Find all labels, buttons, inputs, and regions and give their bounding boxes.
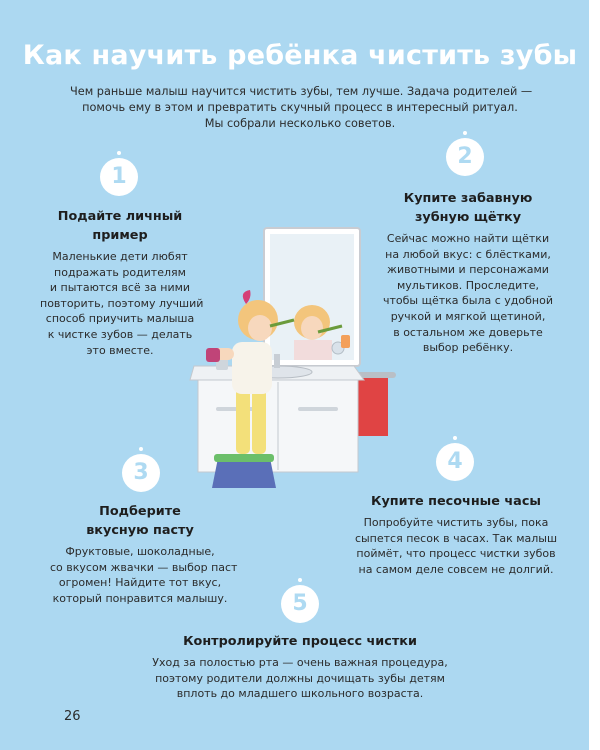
body-line: в остальном же доверьте — [393, 325, 543, 339]
tip-3-number-badge — [122, 454, 160, 492]
body-line: со вкусом жвачки — выбор паст — [50, 560, 238, 574]
tip-1-number-badge — [100, 158, 138, 196]
heading-line: зубную щётку — [414, 210, 522, 225]
heading-line: Купите забавную — [403, 191, 533, 206]
tip-5-number-badge — [281, 585, 319, 623]
body-line: животными и персонажами — [387, 263, 549, 277]
heading-line: пример — [92, 228, 148, 243]
body-line: поймёт, что процесс чистки зубов — [356, 547, 556, 561]
body-line: это вместе. — [86, 343, 154, 357]
intro-line: Чем раньше малыш научится чистить зубы, тем лучше. Задача родителей — — [70, 85, 533, 98]
tip-5-number: 5 — [292, 591, 308, 616]
heading-line: Подберите — [99, 504, 181, 519]
intro-line: Мы собрали несколько советов. — [204, 117, 396, 130]
badge-dot — [139, 447, 143, 451]
heading-line: Контролируйте процесс чистки — [183, 634, 417, 649]
body-line: способ приучить малыша — [45, 312, 195, 326]
body-line: на любой вкус: с блёстками, — [385, 247, 551, 261]
body-line: Фруктовые, шоколадные, — [65, 545, 215, 558]
heading-line: Подайте личный — [57, 209, 183, 224]
page-title: Как научить ребёнка чистить зубы — [22, 40, 578, 71]
tip-4-number-badge — [436, 443, 474, 481]
body-line: и пытаются всё за ними — [49, 281, 191, 295]
tip-3-number: 3 — [133, 460, 149, 485]
body-line: огромен! Найдите тот вкус, — [58, 576, 222, 590]
body-line: повторить, поэтому лучший — [40, 296, 204, 310]
tip-1-heading — [40, 207, 200, 245]
badge-dot — [117, 151, 121, 155]
tip-1-body — [40, 249, 204, 358]
badge-dot — [453, 436, 457, 440]
heading-line: Купите песочные часы — [371, 494, 541, 509]
body-line: Уход за полостью рта — очень важная процедура, — [152, 656, 448, 669]
body-line: сыпется песок в часах. Так малыш — [354, 531, 558, 545]
body-line: ручкой и мягкой щетиной, — [390, 309, 546, 323]
heading-line: вкусную пасту — [86, 523, 194, 538]
tip-5-heading — [140, 632, 460, 651]
body-line: на самом деле совсем не долгий. — [358, 562, 554, 576]
intro-line: помочь ему в этом и превратить скучный процесс в интересный ритуал. — [82, 101, 518, 114]
tip-2-body — [383, 231, 553, 356]
girl-brushing-teeth-at-sink-icon — [186, 222, 408, 500]
tip-4-body — [346, 515, 566, 577]
tip-2-heading — [383, 189, 553, 227]
tip-2 — [383, 189, 553, 356]
body-line: чтобы щётка была с удобной — [383, 294, 554, 308]
tip-3-heading — [50, 502, 230, 540]
tip-1-number: 1 — [111, 164, 127, 189]
body-line: подражать родителям — [54, 265, 186, 279]
tip-3-body — [50, 544, 238, 606]
tip-5-body — [140, 655, 460, 702]
body-line: который понравится малышу. — [52, 591, 228, 605]
tip-4 — [346, 492, 566, 577]
tip-4-number: 4 — [447, 449, 463, 474]
body-line: Попробуйте чистить зубы, пока — [363, 516, 549, 529]
body-line: к чистке зубов — делать — [47, 327, 193, 341]
badge-dot — [463, 131, 467, 135]
intro-text — [70, 84, 533, 132]
badge-dot — [298, 578, 302, 582]
tip-5 — [140, 632, 460, 702]
tip-1 — [40, 207, 204, 358]
page-edge — [589, 0, 600, 750]
body-line: поэтому родители должны дочищать зубы детям — [155, 671, 445, 685]
body-line: выбор ребёнку. — [422, 341, 514, 355]
body-line: Сейчас можно найти щётки — [386, 232, 550, 245]
body-line: вплоть до младшего школьного возраста. — [176, 687, 424, 701]
tip-2-number-badge — [446, 138, 484, 176]
tip-3 — [50, 502, 238, 606]
body-line: мультиков. Проследите, — [397, 278, 539, 292]
tip-2-number: 2 — [457, 144, 473, 169]
body-line: Маленькие дети любят — [52, 250, 188, 263]
page-number: 26 — [64, 709, 81, 724]
